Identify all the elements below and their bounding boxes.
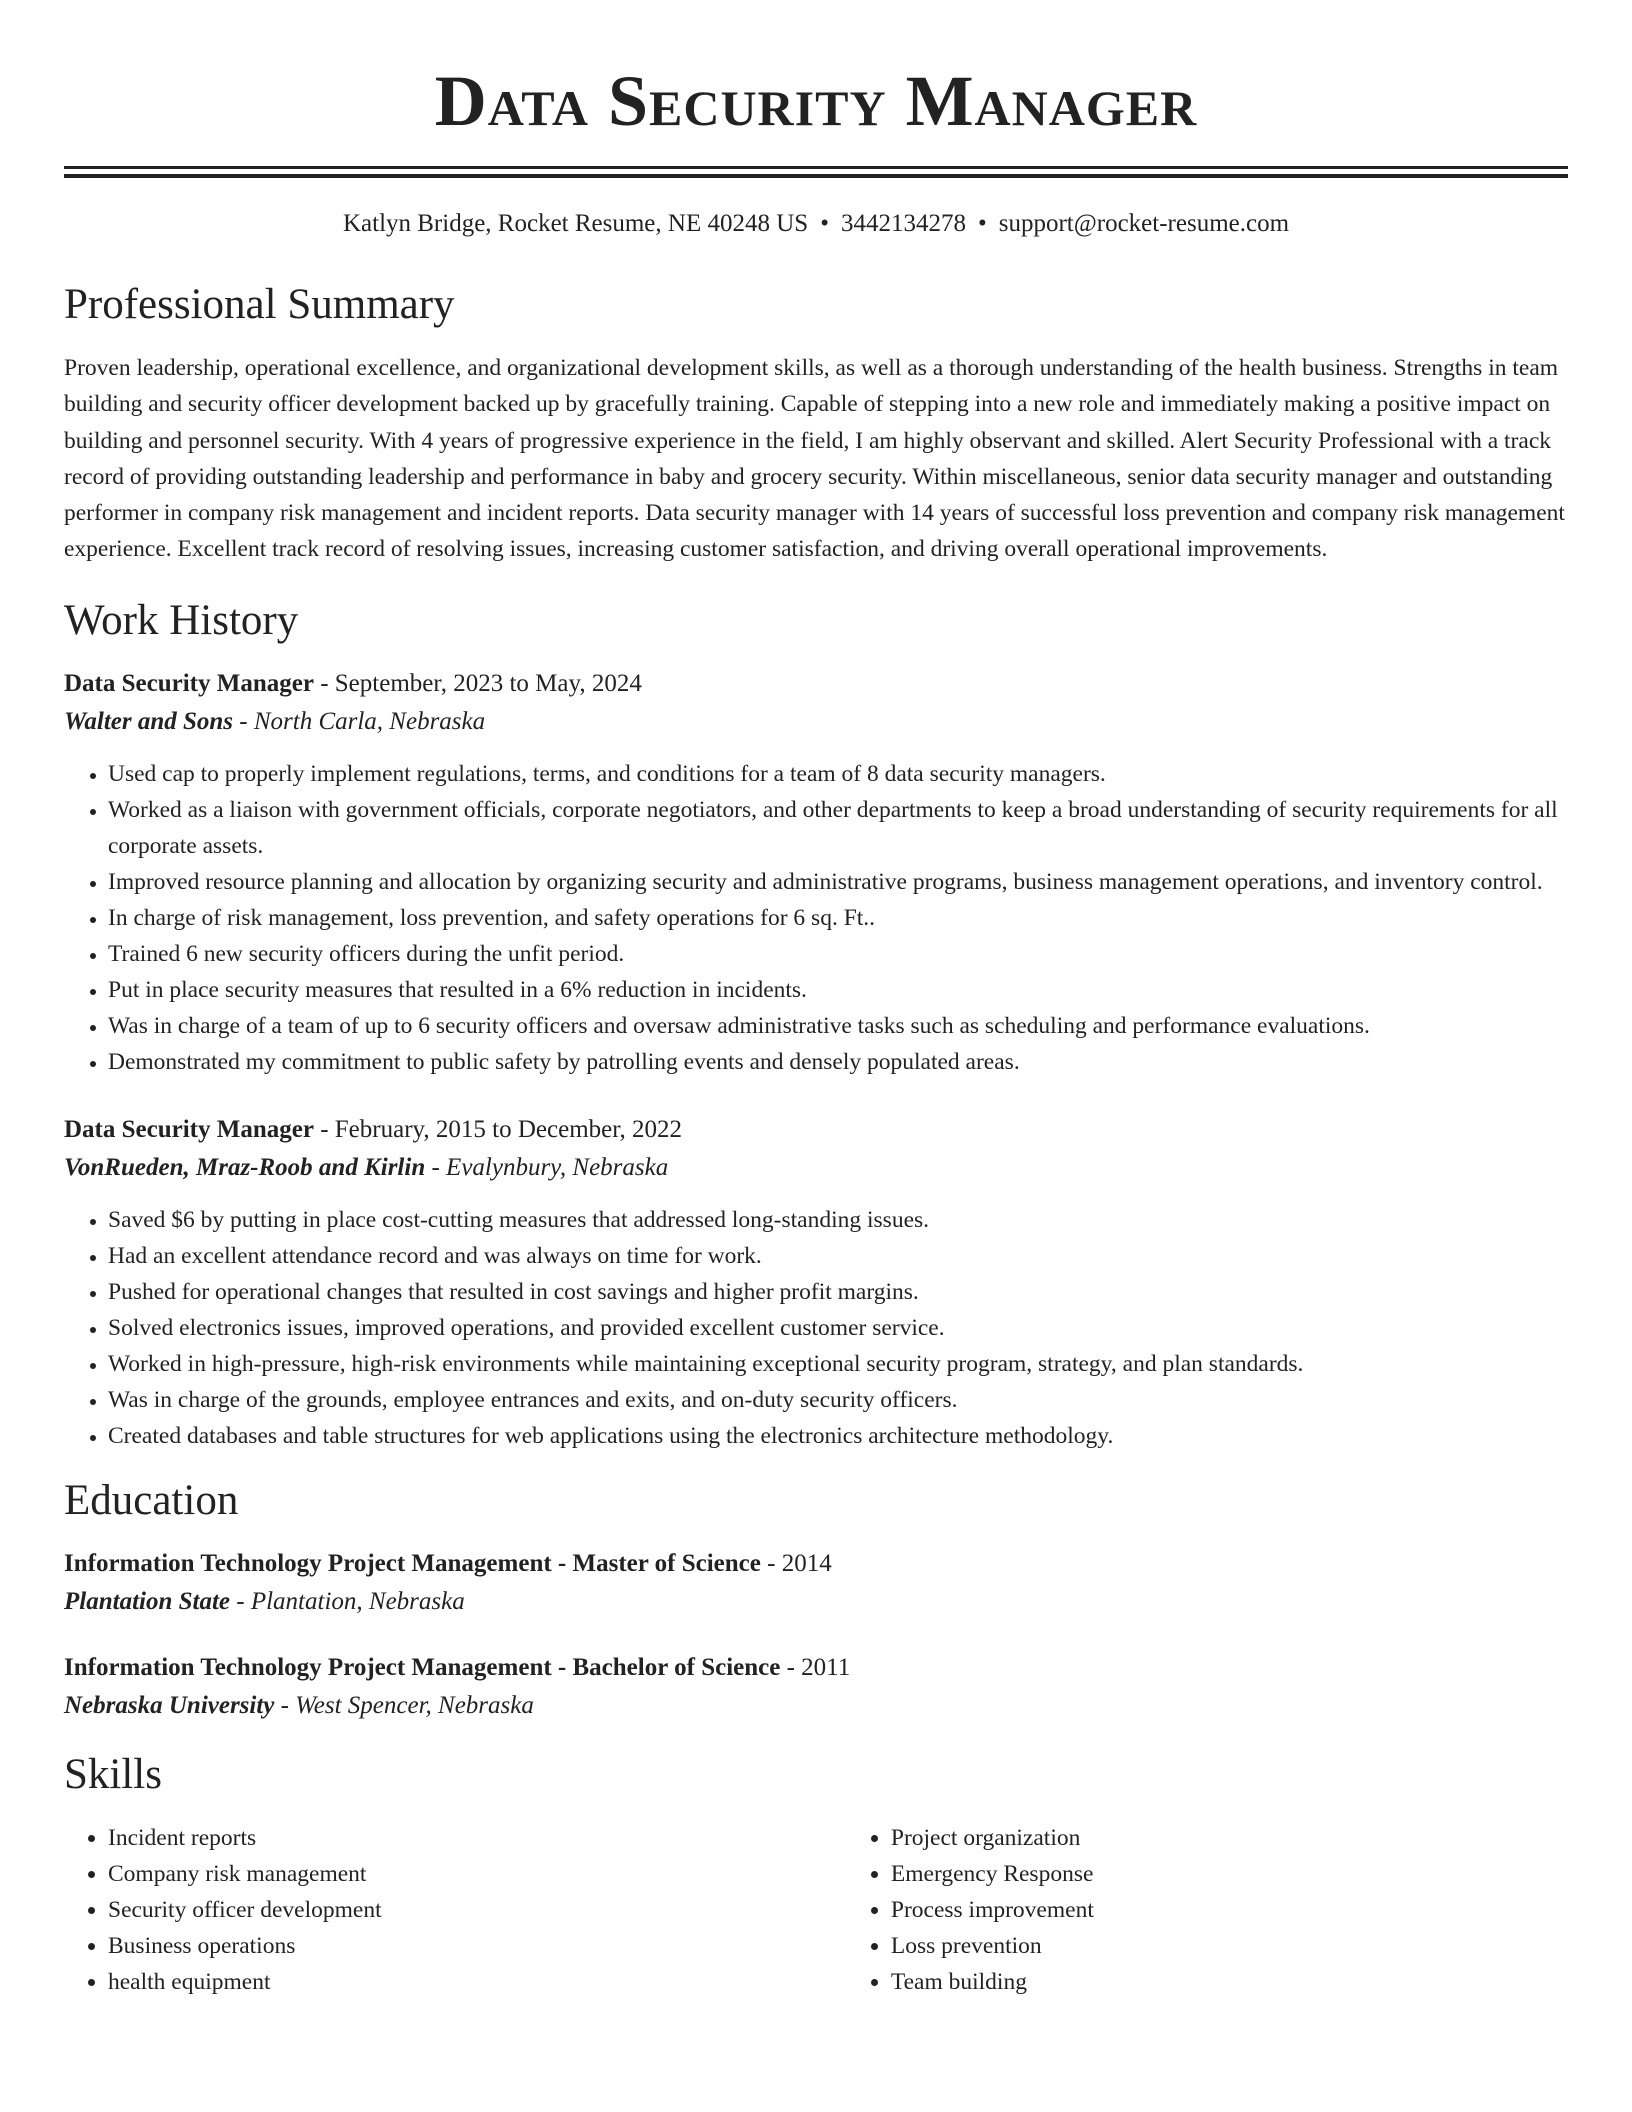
contact-separator: • xyxy=(820,210,829,237)
title-divider xyxy=(64,166,1568,178)
degree-name: Information Technology Project Management - Bachelor of Science xyxy=(64,1653,781,1681)
skill-item: • Loss prevention xyxy=(891,1928,1568,1964)
education-entry xyxy=(64,1652,1568,1722)
skill-item: • Company risk management xyxy=(108,1856,847,1892)
job-location: Evalynbury, Nebraska xyxy=(446,1153,669,1181)
job-title: Data Security Manager xyxy=(64,669,314,697)
job-bullet: • Improved resource planning and allocation by organizing security and administrative programs, business management operations, and inventory control. xyxy=(108,864,1568,900)
skill-item: • health equipment xyxy=(108,1964,847,2000)
contact-line xyxy=(64,208,1568,240)
skill-item: • Security officer development xyxy=(108,1892,847,1928)
contact-separator: • xyxy=(977,210,987,237)
work-history-heading: Work History xyxy=(64,596,299,644)
job-company-line xyxy=(64,1152,1568,1184)
dash: - xyxy=(233,707,254,735)
job-bullet: • Used cap to properly implement regulations, terms, and conditions for a team of 8 data security managers. xyxy=(108,756,1568,792)
summary-heading: Professional Summary xyxy=(64,281,455,328)
degree-line xyxy=(64,1652,1568,1684)
dash: - xyxy=(780,1653,802,1681)
job-location: North Carla, Nebraska xyxy=(253,707,486,735)
contact-address: Katlyn Bridge, Rocket Resume, NE 40248 US xyxy=(342,210,809,237)
skill-item: • Emergency Response xyxy=(891,1856,1568,1892)
degree-year: 2014 xyxy=(781,1549,832,1577)
job-bullet: • In charge of risk management, loss prevention, and safety operations for 6 sq. Ft.. xyxy=(108,900,1568,936)
job-title-line xyxy=(64,1114,1568,1146)
school-name: Nebraska University xyxy=(64,1691,275,1719)
job-company: VonRueden, Mraz-Roob and Kirlin xyxy=(64,1153,426,1181)
summary-text: Proven leadership, operational excellence, and organizational development skills, as well as a thorough understanding of the health business. Strengths in team building and security officer development backed up by gracefully training. Capable of stepping into a new role and immediately making a positive impact on building and personnel security. With 4 years of progressive experience in the field, I am highly observant and skilled. Alert Security Professional with a track record of providing outstanding leadership and performance in baby and grocery security. Within miscellaneous, senior data security manager and outstanding performer in company risk management and incident reports. Data security manager with 14 years of successful loss prevention and company risk management experience. Excellent track record of resolving issues, increasing customer satisfaction, and driving overall operational improvements. xyxy=(64,355,1565,563)
job-bullet: • Put in place security measures that resulted in a 6% reduction in incidents. xyxy=(108,972,1568,1008)
school-line xyxy=(64,1586,1568,1618)
dash: - xyxy=(313,1115,335,1143)
school-location: West Spencer, Nebraska xyxy=(295,1691,534,1719)
job-bullets xyxy=(64,1202,1568,1454)
skills-grid xyxy=(64,1820,1568,2000)
dash: - xyxy=(760,1549,782,1577)
skills-column-right xyxy=(847,1820,1568,2000)
dash: - xyxy=(425,1153,447,1181)
degree-line xyxy=(64,1548,1568,1580)
job-dates: September, 2023 to May, 2024 xyxy=(334,669,642,697)
job-entry xyxy=(64,668,1568,1080)
contact-phone: 3442134278 xyxy=(840,210,966,237)
job-bullet: • Trained 6 new security officers during the unfit period. xyxy=(108,936,1568,972)
job-bullet: • Pushed for operational changes that resulted in cost savings and higher profit margins. xyxy=(108,1274,1568,1310)
job-bullet: • Solved electronics issues, improved operations, and provided excellent customer service. xyxy=(108,1310,1568,1346)
school-name: Plantation State xyxy=(64,1587,231,1615)
job-bullet: • Worked as a liaison with government officials, corporate negotiators, and other departments to keep a broad understanding of security requirements for all corporate assets. xyxy=(108,792,1568,864)
job-bullet: • Worked in high-pressure, high-risk environments while maintaining exceptional security program, strategy, and plan standards. xyxy=(108,1346,1568,1382)
job-title-line xyxy=(64,668,1568,700)
job-company: Walter and Sons xyxy=(64,707,234,735)
skills-heading: Skills xyxy=(64,1750,162,1798)
skill-item: • Incident reports xyxy=(108,1820,847,1856)
degree-name: Information Technology Project Management - Master of Science xyxy=(64,1549,761,1577)
skill-item: • Team building xyxy=(891,1964,1568,2000)
school-location: Plantation, Nebraska xyxy=(250,1587,465,1615)
job-bullet: • Saved $6 by putting in place cost-cutting measures that addressed long-standing issues. xyxy=(108,1202,1568,1238)
job-entry xyxy=(64,1114,1568,1454)
job-bullet: • Had an excellent attendance record and was always on time for work. xyxy=(108,1238,1568,1274)
skill-item: • Process improvement xyxy=(891,1892,1568,1928)
dash: - xyxy=(274,1691,296,1719)
degree-year: 2011 xyxy=(801,1653,851,1681)
job-company-line xyxy=(64,706,1568,738)
job-bullet: • Was in charge of a team of up to 6 security officers and oversaw administrative tasks such as scheduling and performance evaluations. xyxy=(108,1008,1568,1044)
job-bullet: • Was in charge of the grounds, employee entrances and exits, and on-duty security officers. xyxy=(108,1382,1568,1418)
job-bullet: • Demonstrated my commitment to public safety by patrolling events and densely populated areas. xyxy=(108,1044,1568,1080)
job-dates: February, 2015 to December, 2022 xyxy=(334,1115,683,1143)
skills-column-left xyxy=(64,1820,847,2000)
job-title: Data Security Manager xyxy=(64,1115,314,1143)
job-bullet: • Created databases and table structures for web applications using the electronics architecture methodology. xyxy=(108,1418,1568,1454)
dash: - xyxy=(230,1587,251,1615)
school-line xyxy=(64,1690,1568,1722)
job-bullets xyxy=(64,756,1568,1080)
skill-item: • Business operations xyxy=(108,1928,847,1964)
education-entry xyxy=(64,1548,1568,1618)
dash: - xyxy=(313,669,335,697)
education-heading: Education xyxy=(64,1476,239,1524)
skill-item: • Project organization xyxy=(891,1820,1568,1856)
resume-title: Data Security Manager xyxy=(434,61,1198,141)
contact-email: support@rocket-resume.com xyxy=(998,210,1290,237)
